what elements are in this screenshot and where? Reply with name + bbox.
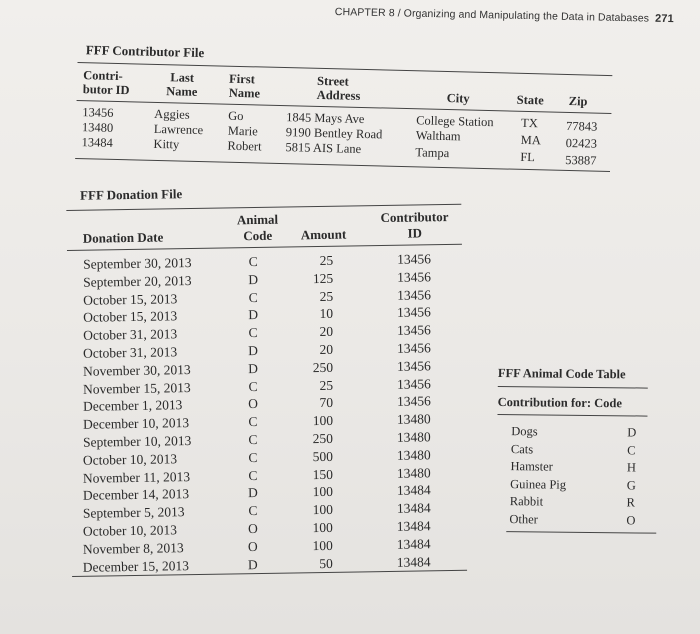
contributor-file-title: FFF Contributor File <box>85 42 205 61</box>
animal-code-cell: C <box>248 378 258 394</box>
header-street-address: Street Address <box>316 73 361 103</box>
contributor-id-cell: 13480 <box>396 411 431 428</box>
animal-code-cell: H <box>626 460 637 475</box>
animal-name-cell: Guinea Pig <box>510 476 567 492</box>
contributor-id-cell: 13480 <box>396 464 431 481</box>
donation-date-cell: November 8, 2013 <box>82 539 184 557</box>
table-row: 13484 Kitty Robert 5815 AIS Lane Tampa FL 53887 <box>81 135 597 168</box>
table-row: 13456 Aggies Go 1845 Mays Ave College Station TX 77843 <box>82 105 598 134</box>
animal-name-cell: Cats <box>510 441 534 456</box>
donation-date-cell: September 30, 2013 <box>83 255 192 272</box>
contributor-id-cell: 13480 <box>396 447 431 463</box>
contributor-id-cell: 13484 <box>396 500 431 517</box>
donation-file-table <box>66 182 473 608</box>
donation-date-cell: October 31, 2013 <box>82 344 178 361</box>
animal-code-cell: C <box>248 432 258 448</box>
table-row: 13480 Lawrence Marie 9190 Bentley Road Waltham MA 02423 <box>81 120 598 151</box>
donation-date-cell: October 10, 2013 <box>82 451 178 468</box>
animal-code-cell: D <box>248 360 259 376</box>
contributor-file-table <box>75 42 618 185</box>
animal-code-cell: O <box>626 512 636 527</box>
amount-cell: 25 <box>319 288 334 304</box>
animal-code-cell: C <box>248 253 258 270</box>
donation-date-cell: December 14, 2013 <box>82 486 190 504</box>
amount-cell: 250 <box>312 359 334 375</box>
animal-code-cell: D <box>248 271 259 287</box>
donation-date-cell: December 15, 2013 <box>82 557 190 575</box>
animal-code-cell: C <box>627 442 636 457</box>
table-row <box>497 440 657 458</box>
table-row <box>497 493 657 511</box>
animal-code-cell: R <box>626 495 635 510</box>
donation-date-cell: October 10, 2013 <box>82 522 178 539</box>
donation-date-cell: October 15, 2013 <box>83 308 178 326</box>
amount-cell: 10 <box>319 306 334 322</box>
contributor-id-cell: 13484 <box>396 536 431 552</box>
amount-cell: 100 <box>312 484 334 500</box>
animal-code-table-title: FFF Animal Code Table <box>497 366 626 382</box>
animal-name-cell: Dogs <box>511 424 538 439</box>
page-number: 271 <box>654 12 674 26</box>
animal-code-cell: C <box>248 414 258 430</box>
amount-cell: 100 <box>312 519 333 536</box>
amount-cell: 150 <box>312 466 334 482</box>
animal-code-cell: O <box>247 521 258 537</box>
table-row <box>496 510 656 528</box>
contributor-id-cell: 13484 <box>396 518 431 534</box>
header-donation-date: Donation Date <box>82 229 164 246</box>
amount-cell: 100 <box>312 502 334 518</box>
animal-code-cell: C <box>248 449 258 465</box>
donation-date-cell: November 15, 2013 <box>82 379 191 397</box>
contributor-id-cell: 13456 <box>397 286 431 303</box>
donation-date-cell: December 1, 2013 <box>82 397 183 415</box>
animal-name-cell: Other <box>509 511 538 526</box>
donation-date-cell: November 30, 2013 <box>82 361 191 379</box>
animal-code-cell: C <box>248 289 258 305</box>
header-city: City <box>446 91 470 106</box>
running-head <box>334 6 674 26</box>
donation-date-cell: October 15, 2013 <box>83 290 178 308</box>
donation-date-cell: December 10, 2013 <box>82 415 190 432</box>
donation-date-cell: November 11, 2013 <box>82 468 191 486</box>
animal-code-cell: O <box>248 396 259 412</box>
animal-code-cell: C <box>248 467 258 483</box>
animal-code-cell: D <box>248 343 259 359</box>
animal-code-cell: O <box>247 538 258 554</box>
header-animal-code: Animal Code <box>236 211 279 244</box>
header-contributor-id: Contri- butor ID <box>82 68 130 98</box>
header-rule <box>497 414 647 417</box>
table-top-rule <box>498 386 648 389</box>
amount-cell: 25 <box>319 377 334 393</box>
animal-code-cell: D <box>247 556 258 572</box>
contributor-id-cell: 13484 <box>396 553 431 570</box>
contributor-id-cell: 13456 <box>396 393 431 410</box>
table-row <box>497 423 657 441</box>
animal-code-cell: D <box>247 485 258 501</box>
animal-code-cell: G <box>626 477 636 492</box>
donation-date-cell: September 20, 2013 <box>83 272 192 290</box>
contributor-id-cell: 13456 <box>396 358 431 374</box>
table-bottom-rule <box>506 531 656 534</box>
animal-code-cell: D <box>627 425 637 440</box>
donation-date-cell: September 10, 2013 <box>82 433 192 450</box>
amount-cell: 20 <box>319 341 334 358</box>
amount-cell: 100 <box>312 537 333 553</box>
contributor-id-cell: 13480 <box>396 429 431 445</box>
running-head-text: CHAPTER 8 / Organizing and Manipulating the Data in Databases <box>334 6 650 25</box>
amount-cell: 20 <box>319 324 334 340</box>
contributor-id-cell: 13456 <box>396 340 431 356</box>
contributor-id-cell: 13456 <box>396 375 431 392</box>
donation-date-cell: October 31, 2013 <box>83 326 178 343</box>
header-zip: Zip <box>568 94 588 109</box>
contributor-id-cell: 13456 <box>396 304 431 321</box>
table-row <box>497 458 657 476</box>
amount-cell: 25 <box>319 252 334 269</box>
animal-name-cell: Rabbit <box>509 494 544 509</box>
animal-name-cell: Hamster <box>510 459 553 474</box>
contributor-id-cell: 13456 <box>397 269 432 285</box>
table-row <box>497 475 657 493</box>
amount-cell: 500 <box>312 448 334 464</box>
amount-cell: 100 <box>312 413 334 429</box>
contributor-id-cell: 13484 <box>396 482 431 499</box>
animal-code-table-header: Contribution for: Code <box>497 394 623 411</box>
amount-cell: 125 <box>312 270 334 286</box>
animal-code-cell: C <box>248 325 258 341</box>
animal-code-cell: C <box>248 503 258 519</box>
header-last-name: Last Name <box>166 70 198 99</box>
amount-cell: 50 <box>319 555 333 571</box>
amount-cell: 70 <box>319 395 334 411</box>
contributor-id-cell: 13456 <box>396 322 431 339</box>
header-amount: Amount <box>300 226 347 243</box>
animal-code-table <box>496 366 658 543</box>
donation-date-cell: September 5, 2013 <box>82 504 185 521</box>
header-first-name: First Name <box>228 71 261 101</box>
animal-code-cell: D <box>248 307 259 323</box>
donation-file-title: FFF Donation File <box>79 186 183 203</box>
contributor-id-cell: 13456 <box>397 251 432 267</box>
amount-cell: 250 <box>312 430 334 447</box>
header-state: State <box>516 92 544 108</box>
header-contributor-id: Contributor ID <box>380 208 449 241</box>
